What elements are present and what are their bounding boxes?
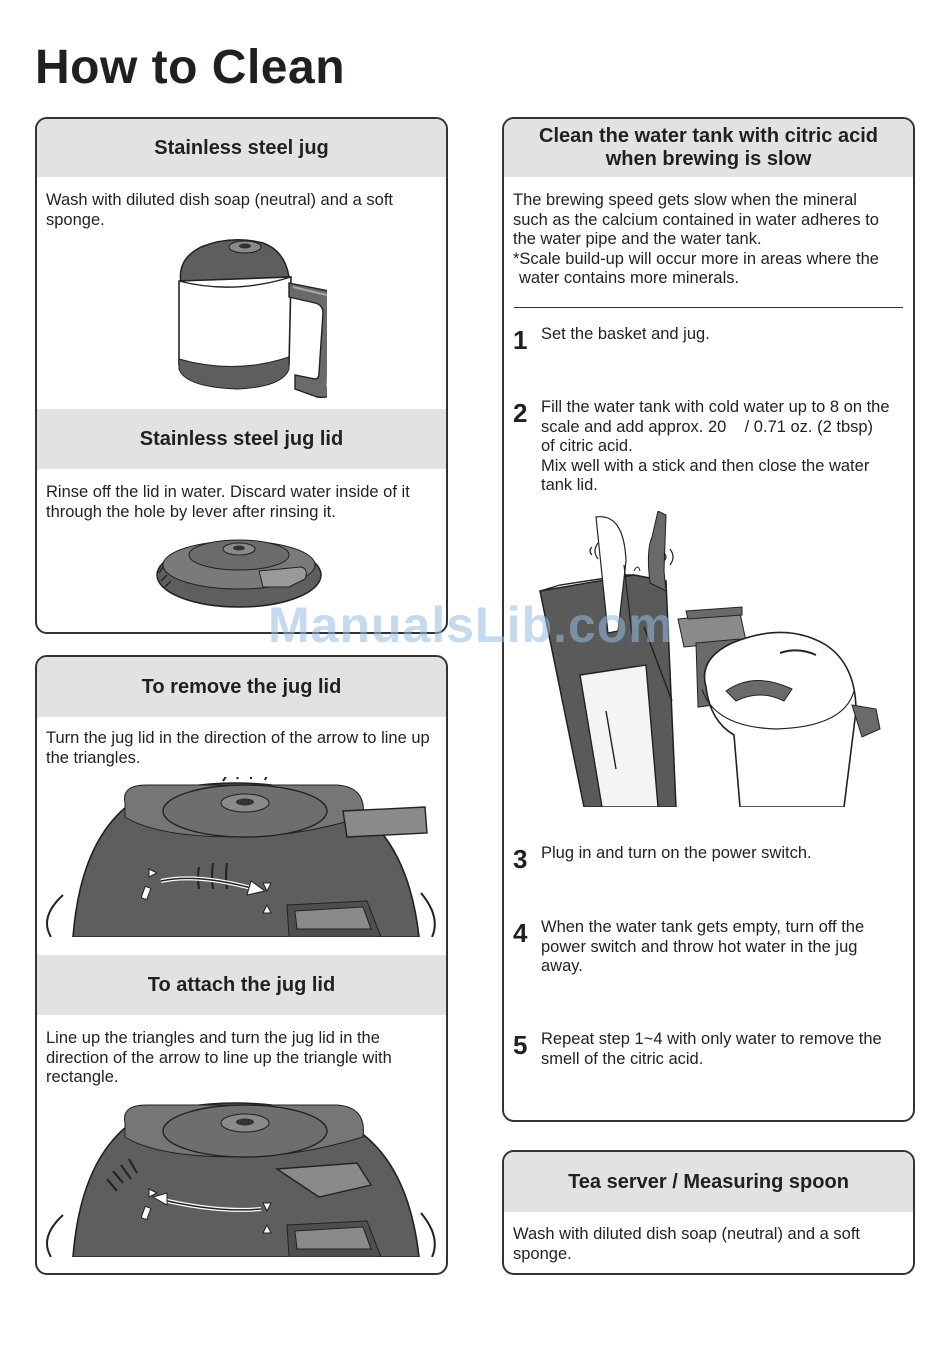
jug-instructions: Wash with diluted dish soap (neutral) and a soft sponge.	[46, 191, 393, 229]
step-number: 5	[513, 1030, 528, 1060]
coffee-maker-stirring-illustration	[526, 511, 888, 807]
attach-lid-instructions: Line up the triangles and turn the jug lid in the direction of the arrow to line up the triangle with rectangle.	[46, 1029, 392, 1086]
step-number: 4	[513, 918, 528, 948]
step-line: away.	[541, 957, 583, 975]
citric-intro-line: *Scale build-up will occur more in areas where the	[513, 249, 879, 268]
step-line: Repeat step 1~4 with only water to remove the	[541, 1030, 882, 1048]
attach-lid-heading: To attach the jug lid	[37, 955, 446, 1015]
step-line: tank lid.	[541, 476, 598, 494]
citric-intro-line: the water pipe and the water tank.	[513, 230, 762, 248]
step-number: 2	[513, 398, 528, 428]
jug-heading: Stainless steel jug	[37, 119, 446, 177]
step-line: Plug in and turn on the power switch.	[541, 844, 812, 862]
remove-lid-heading: To remove the jug lid	[37, 657, 446, 717]
tea-server-card	[502, 1150, 915, 1275]
step-number: 1	[513, 325, 528, 355]
step-line: smell of the citric acid.	[541, 1049, 704, 1068]
page-title: How to Clean	[35, 41, 346, 94]
tea-server-heading: Tea server / Measuring spoon	[504, 1152, 913, 1212]
step-line: When the water tank gets empty, turn off the	[541, 918, 865, 936]
step-line: Set the basket and jug.	[541, 325, 710, 343]
step-line: Fill the water tank with cold water up to 8 on the	[541, 398, 890, 416]
step-line: scale and add approx. 20 / 0.71 oz. (2 tbsp)	[541, 417, 874, 436]
divider	[514, 307, 903, 308]
step-text	[541, 918, 905, 977]
citric-intro-line: The brewing speed gets slow when the mineral	[513, 191, 857, 209]
citric-heading	[504, 119, 913, 177]
attach-lid-illustration	[37, 1097, 446, 1257]
stainless-jug-illustration	[167, 237, 327, 401]
step-text	[541, 1030, 905, 1069]
step-text	[541, 325, 905, 345]
remove-lid-illustration	[37, 777, 446, 937]
jug-lid-instructions: Rinse off the lid in water. Discard water inside of it through the hole by lever after rinsing it.	[46, 483, 410, 521]
watermark: ManualsLib.com	[268, 597, 674, 653]
citric-heading-line1: Clean the water tank with citric acid	[539, 125, 878, 147]
step-number: 3	[513, 844, 528, 874]
step-text	[541, 844, 905, 864]
step-line: of citric acid.	[541, 437, 633, 455]
remove-lid-instructions: Turn the jug lid in the direction of the arrow to line up the triangles.	[46, 729, 430, 767]
step-line: power switch and throw hot water in the jug	[541, 937, 858, 956]
tea-server-instructions: Wash with diluted dish soap (neutral) and a soft sponge.	[513, 1225, 860, 1263]
citric-intro	[513, 191, 901, 289]
step-text	[541, 398, 905, 496]
jug-lid-heading: Stainless steel jug lid	[37, 409, 446, 469]
citric-heading-line2: when brewing is slow	[605, 148, 812, 170]
jug-lid-removal-card	[35, 655, 448, 1275]
citric-intro-line: such as the calcium contained in water adheres to	[513, 210, 879, 229]
jug-cleaning-card	[35, 117, 448, 634]
step-line: Mix well with a stick and then close the water	[541, 456, 870, 475]
citric-intro-line: water contains more minerals.	[519, 269, 740, 287]
